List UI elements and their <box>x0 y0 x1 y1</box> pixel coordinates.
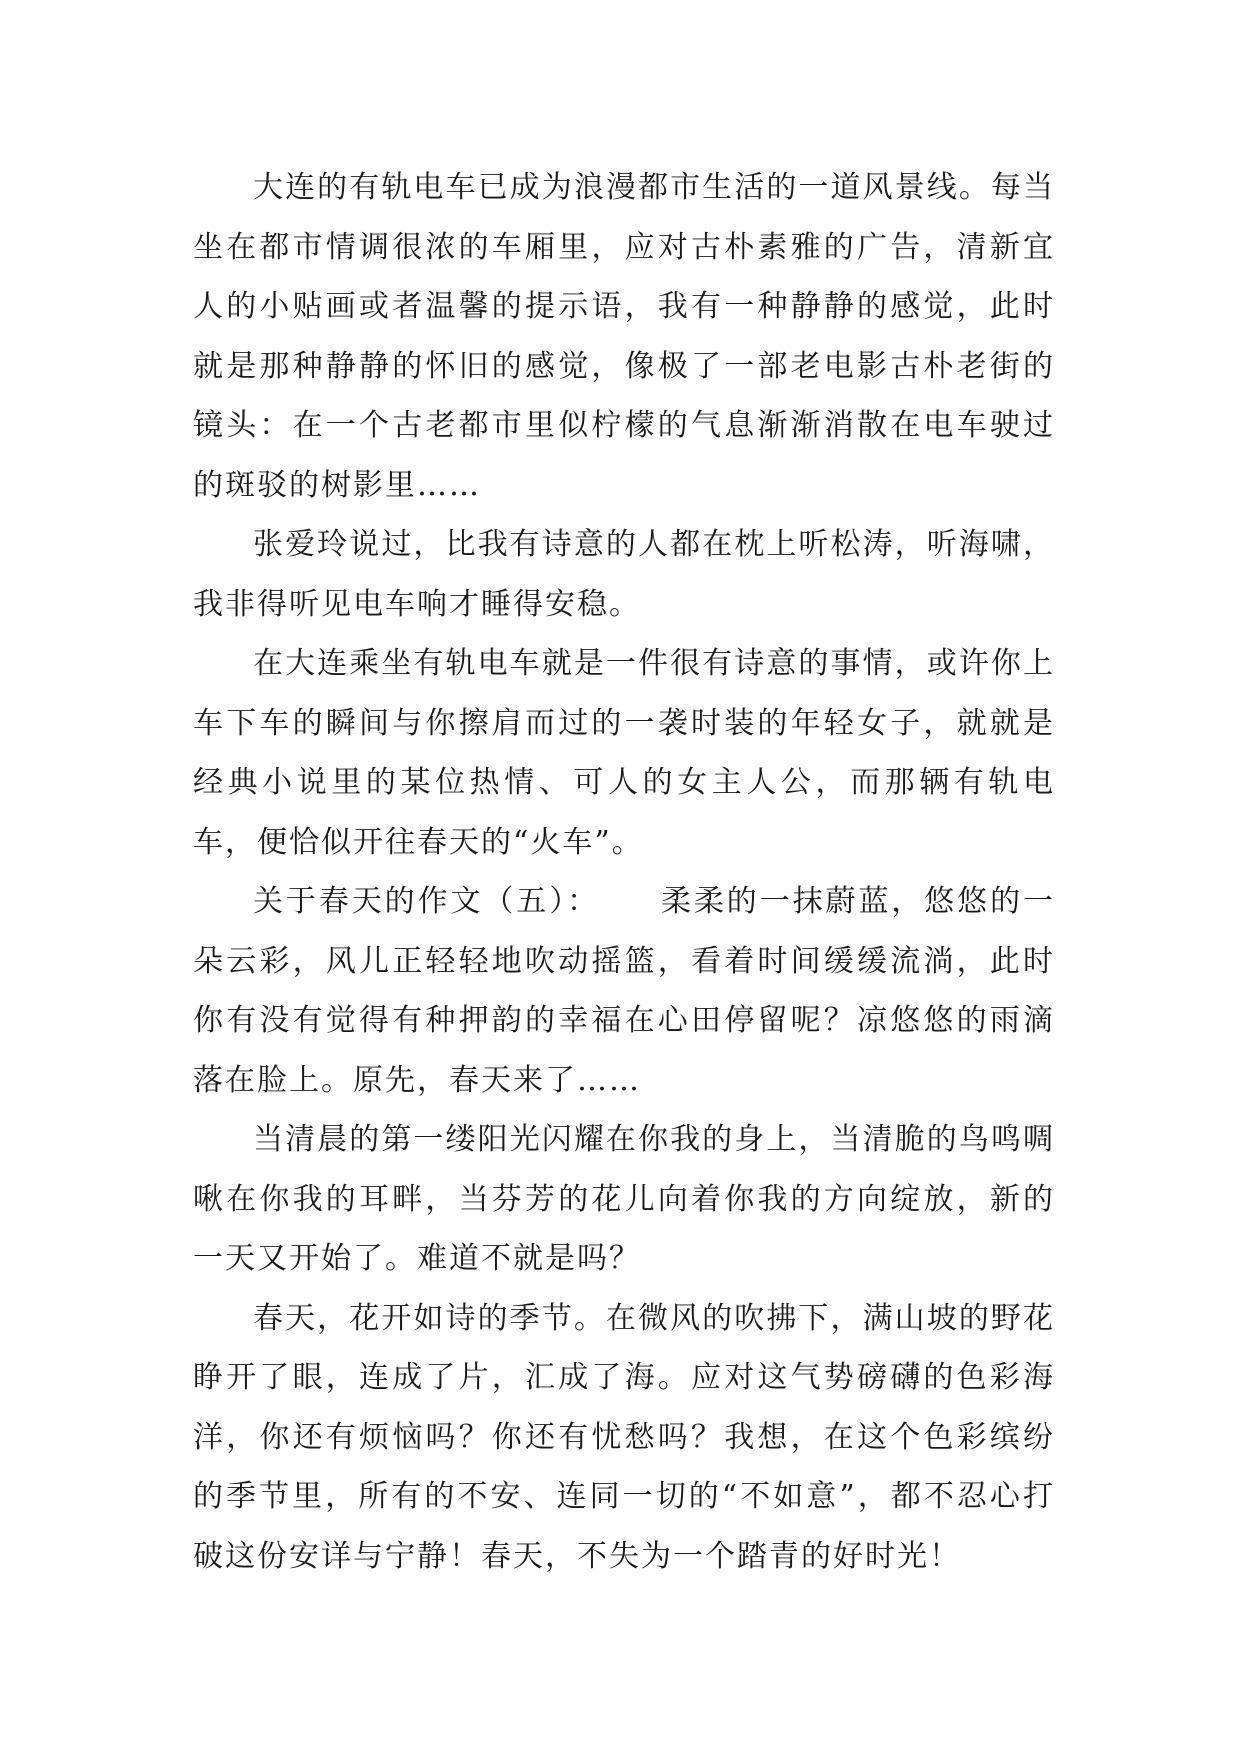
paragraph-eileen-chang-quote: 张爱玲说过，比我有诗意的人都在枕上听松涛，听海啸，我非得听见电车响才睡得安稳。 <box>193 527 1055 622</box>
paragraph-poetic-ride: 在大连乘坐有轨电车就是一件很有诗意的事情，或许你上车下车的瞬间与你擦肩而过的一袭时装的年轻女子，就就是经典小说里的某位热情、可人的女主人公，而那辆有轨电车，便恰似开往春天的“火车”。 <box>193 646 1055 860</box>
paragraph-essay-five <box>193 872 1055 1110</box>
paragraph-tram-scenery: 大连的有轨电车已成为浪漫都市生活的一道风景线。每当坐在都市情调很浓的车厢里，应对古朴素雅的广告，清新宜人的小贴画或者温馨的提示语，我有一种静静的感觉，此时就是那种静静的怀旧的感觉，像极了一部老电影古朴老街的镜头：在一个古老都市里似柠檬的气息渐渐消散在电车驶过的斑驳的树影里…… <box>193 170 1055 503</box>
essay-first-text: 柔柔的一抹蔚蓝，悠悠的一朵云彩，风儿正轻轻地吹动摇篮，看着时间缓缓流淌，此时你有没有觉得有种押韵的幸福在心田停留呢？凉悠悠的雨滴落在脸上。原先，春天来了…… <box>193 884 1056 1098</box>
paragraph-morning-sunlight: 当清晨的第一缕阳光闪耀在你我的身上，当清脆的鸟鸣啁啾在你我的耳畔，当芬芳的花儿向着你我的方向绽放，新的一天又开始了。难道不就是吗？ <box>193 1122 1055 1276</box>
paragraph-spring-flowers: 春天，花开如诗的季节。在微风的吹拂下，满山坡的野花睁开了眼，连成了片，汇成了海。应对这气势磅礴的色彩海洋，你还有烦恼吗？你还有忧愁吗？我想，在这个色彩缤纷的季节里，所有的不安、连同一切的“不如意”，都不忍心打破这份安详与宁静！春天，不失为一个踏青的好时光！ <box>193 1300 1055 1574</box>
essay-heading: 关于春天的作文（五）： <box>253 884 601 919</box>
document-body <box>193 158 1055 1586</box>
